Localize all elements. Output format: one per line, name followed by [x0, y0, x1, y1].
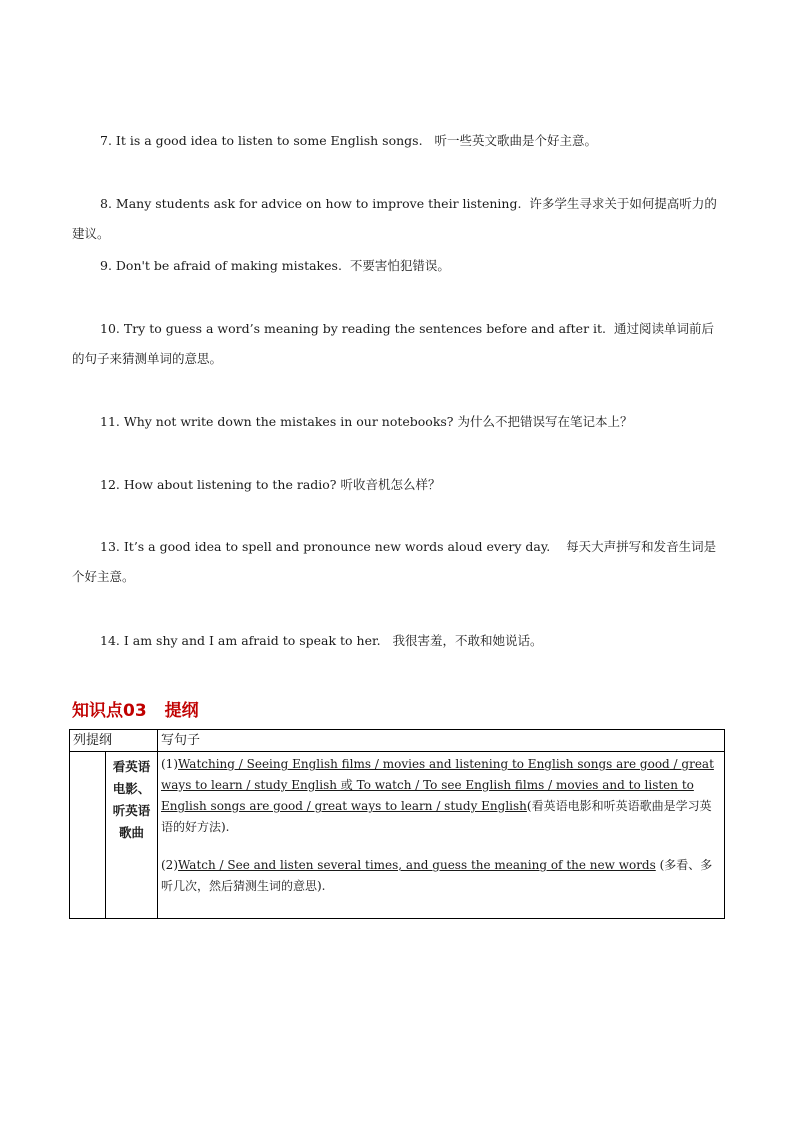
- sentence-14: [72, 626, 724, 656]
- sentence-8: [72, 189, 724, 249]
- item-label: (1): [161, 757, 178, 771]
- sentence-en: 8. Many students ask for advice on how to improve their listening.: [100, 196, 522, 211]
- header-outline: 列提纲: [70, 730, 158, 752]
- sentence-en: 13. It’s a good idea to spell and pronounce new words aloud every day.: [100, 539, 551, 554]
- item-answer: Watch / See and listen several times, and guess the meaning of the new words: [178, 858, 656, 872]
- sentence-zh: 听收音机怎么样？: [340, 477, 441, 492]
- sentence-13: [72, 532, 724, 592]
- outline-table: [69, 729, 725, 919]
- header-write: 写句子: [158, 730, 725, 752]
- empty-cell: [70, 752, 106, 919]
- category-cell: 看英语电影、听英语歌曲: [106, 752, 158, 919]
- answer-cell: [158, 752, 725, 919]
- sentence-12: [72, 470, 724, 500]
- sentence-en: 12. How about listening to the radio?: [100, 477, 337, 492]
- item-note: (多看、多听几次，然后猜测生词的意思).: [161, 858, 713, 893]
- sentence-en: 9. Don't be afraid of making mistakes.: [100, 258, 342, 273]
- sentence-en: 7. It is a good idea to listen to some English songs.: [100, 133, 423, 148]
- table-header-row: [70, 730, 725, 752]
- sentence-10: [72, 314, 724, 374]
- sentence-en: 10. Try to guess a word’s meaning by reading the sentences before and after it.: [100, 321, 607, 336]
- answer-item-2: [161, 855, 721, 897]
- sentence-11: [72, 407, 724, 437]
- sentence-zh: 每天大声拼写和发音生词是个好主意。: [72, 539, 717, 584]
- sentence-zh: 我很害羞，不敢和她说话。: [392, 633, 543, 648]
- sentence-zh: 听一些英文歌曲是个好主意。: [434, 133, 597, 148]
- sentence-en: 11. Why not write down the mistakes in our notebooks?: [100, 414, 454, 429]
- sentence-zh: 不要害怕犯错误。: [349, 258, 450, 273]
- sentence-zh: 许多学生寻求关于如何提高听力的建议。: [72, 196, 717, 241]
- table-row: [70, 752, 725, 919]
- section-heading: [72, 696, 199, 721]
- sentence-9: [72, 251, 724, 281]
- item-note: (看英语电影和听英语歌曲是学习英语的好方法).: [161, 799, 712, 834]
- item-label: (2): [161, 858, 178, 872]
- section-number: 知识点03: [72, 701, 147, 721]
- sentence-zh: 通过阅读单词前后的句子来猜测单词的意思。: [72, 321, 714, 366]
- section-title: 提纲: [164, 701, 199, 721]
- sentence-7: [72, 126, 724, 156]
- sentence-en: 14. I am shy and I am afraid to speak to her.: [100, 633, 381, 648]
- answer-item-1: [161, 754, 721, 838]
- sentence-zh: 为什么不把错误写在笔记本上？: [457, 414, 633, 429]
- item-answer: Watching / Seeing English films / movies and listening to English songs are good / great ways to learn / study English 或 To watch / To see English films / movies and to listen to English songs are good / great ways to learn / study English: [161, 757, 714, 813]
